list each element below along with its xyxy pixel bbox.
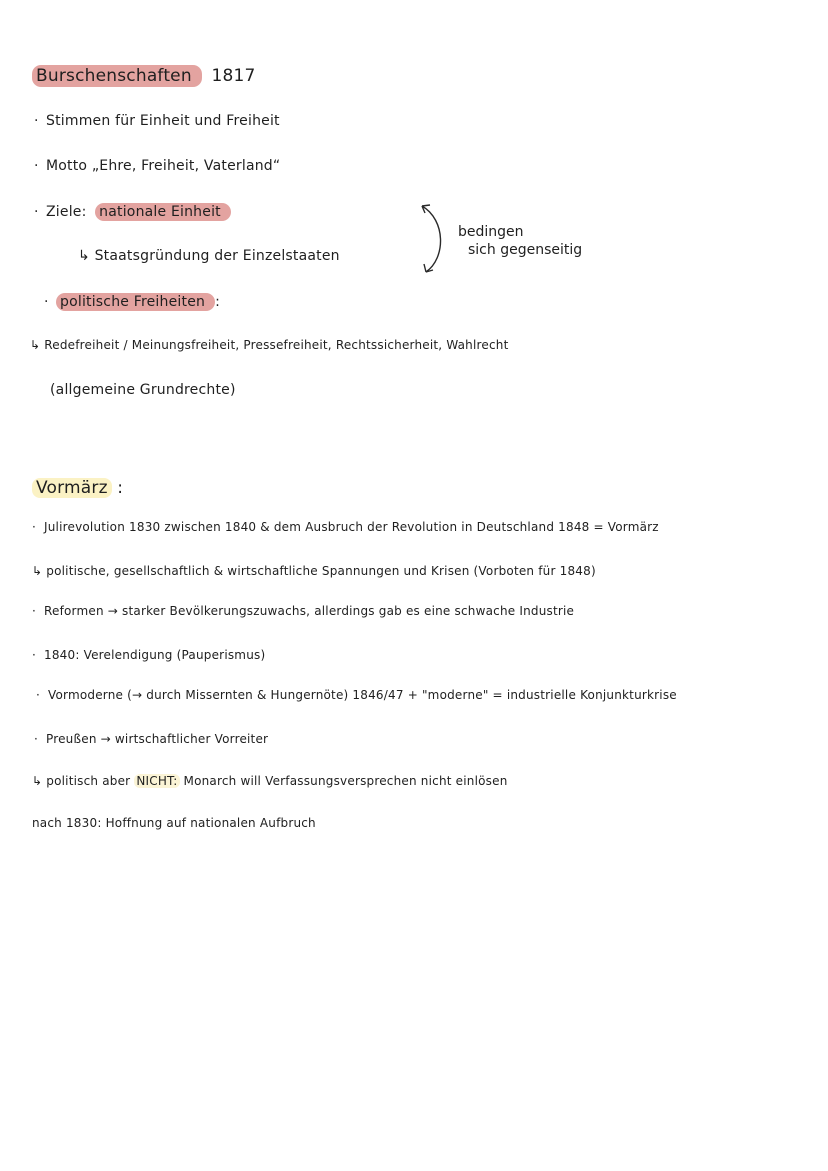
goal2-sub-text: Redefreiheit / Meinungsfreiheit, Pressefreiheit, Rechtssicherheit, Wahlrecht (44, 338, 509, 352)
goals-line: · Ziele: nationale Einheit (34, 204, 231, 220)
brace-note-1: bedingen (458, 224, 524, 240)
section1-year: 1817 (211, 66, 256, 86)
section2-line-3-text: Reformen → starker Bevölkerungszuwachs, allerdings gab es eine schwache Industrie (44, 604, 575, 618)
turn-arrow-icon: ↳ (32, 774, 43, 788)
goals-label: Ziele: (46, 204, 87, 220)
section2-line-7 (32, 774, 508, 788)
section2-title: Vormärz (32, 478, 112, 498)
section1-heading (32, 66, 256, 86)
section2-heading: Vormärz : (32, 478, 123, 498)
section2-line-6-text: Preußen → wirtschaftlicher Vorreiter (46, 732, 269, 746)
section2-line-4: · 1840: Verelendigung (Pauperismus) (32, 648, 266, 662)
goal-political-freedoms: politische Freiheiten (56, 293, 215, 311)
goal2-line: · politische Freiheiten : (44, 294, 220, 310)
turn-arrow-icon: ↳ (32, 564, 43, 578)
section1-item-1: · Stimmen für Einheit und Freiheit (34, 113, 280, 129)
section2-line-3: · Reformen → starker Bevölkerungszuwachs, allerdings gab es eine schwache Industrie (32, 604, 575, 618)
section1-title: Burschenschaften (32, 65, 202, 87)
section2-line-7-c: Monarch will Verfassungsversprechen nicht einlösen (183, 774, 508, 788)
goal1-sub-line (78, 248, 340, 264)
goal-national-unity: nationale Einheit (95, 203, 231, 221)
section2-line-5: · Vormoderne (→ durch Missernten & Hungernöte) 1846/47 + "moderne" = industrielle Konjunkturkrise (36, 688, 677, 702)
goal2-sub-line (30, 338, 508, 352)
section2-line-2-text: politische, gesellschaftlich & wirtschaftliche Spannungen und Krisen (Vorboten für 1848) (46, 564, 596, 578)
goal2-sub2-line: (allgemeine Grundrechte) (50, 382, 236, 398)
section2-line-1: · Julirevolution 1830 zwischen 1840 & dem Ausbruch der Revolution in Deutschland 1848 = Vormärz (32, 520, 659, 534)
section2-line-1-text: Julirevolution 1830 zwischen 1840 & dem Ausbruch der Revolution in Deutschland 1848 = Vormärz (44, 520, 659, 534)
turn-arrow-icon: ↳ (30, 338, 41, 352)
section2-line-2 (32, 564, 596, 578)
section1-item-2-text: Motto „Ehre, Freiheit, Vaterland“ (46, 158, 281, 174)
section2-line-4-text: 1840: Verelendigung (Pauperismus) (44, 648, 266, 662)
section2-line-7-a: politisch aber (46, 774, 131, 788)
brace-note-2: sich gegenseitig (468, 242, 583, 258)
section1-item-1-text: Stimmen für Einheit und Freiheit (46, 113, 280, 129)
turn-arrow-icon: ↳ (78, 248, 90, 264)
section1-item-2: · Motto „Ehre, Freiheit, Vaterland“ (34, 158, 281, 174)
section2-line-6: · Preußen → wirtschaftlicher Vorreiter (34, 732, 269, 746)
section2-line-5-text: Vormoderne (→ durch Missernten & Hungernöte) 1846/47 + "moderne" = industrielle Konjunkturkrise (48, 688, 677, 702)
section2-line-7-emphasis: NICHT: (136, 774, 178, 788)
goal1-sub-text: Staatsgründung der Einzelstaaten (94, 248, 340, 264)
bidirectional-brace-arrow-icon (416, 200, 450, 278)
section2-line-8: nach 1830: Hoffnung auf nationalen Aufbruch (32, 816, 316, 830)
